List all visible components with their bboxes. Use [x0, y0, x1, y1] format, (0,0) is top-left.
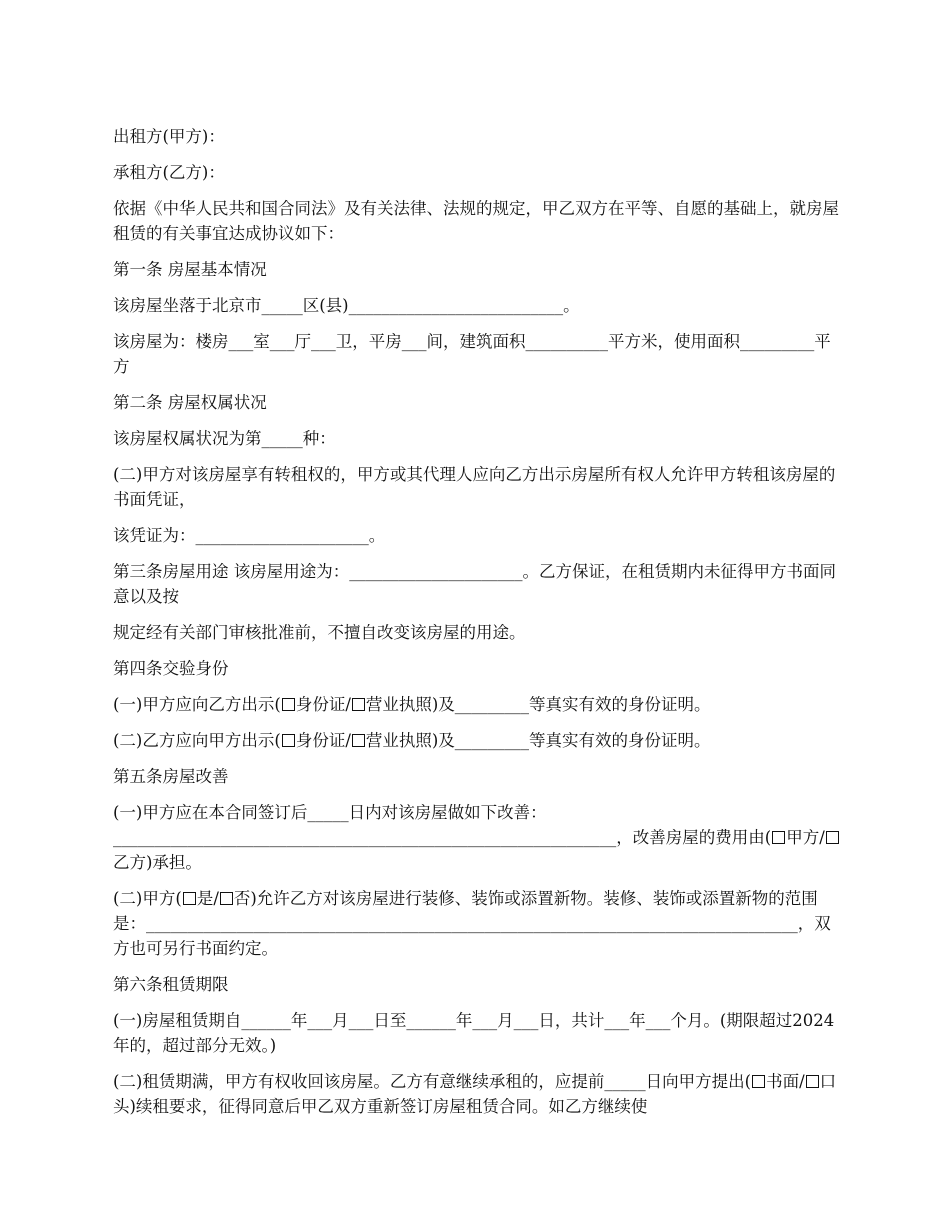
paragraph-usage-approval: 规定经有关部门审核批准前，不擅自改变该房屋的用途。	[113, 623, 526, 642]
checkbox-icon	[352, 698, 365, 711]
paragraph-certificate: 该凭证为：_____________________。	[113, 526, 386, 545]
heading-article-4: 第四条交验身份	[113, 659, 229, 678]
paragraph-improvement: (一)甲方应在本合同签订后_____日内对该房屋做如下改善：_____________________________________________________________，改善房屋的费用由( 甲方/乙方)承担。	[113, 800, 841, 875]
contract-body	[113, 124, 841, 1130]
heading-article-2: 第二条 房屋权属状况	[113, 393, 267, 412]
checkbox-icon	[752, 1075, 765, 1088]
paragraph-lease-term: (一)房屋租赁期自______年___月___日至______年___月___日，共计___年___个月。(期限超过2024年的，超过部分无效。)	[113, 1011, 835, 1055]
paragraph-lessee: 承租方(乙方)：	[113, 163, 225, 182]
heading-article-1: 第一条 房屋基本情况	[113, 260, 267, 279]
paragraph-layout-area: 该房屋为：楼房___室___厅___卫，平房___间，建筑面积__________平方米，使用面积_________平方	[113, 332, 831, 376]
paragraph-lessee-id: (二)乙方应向甲方出示( 身份证/ 营业执照)及_________等真实有效的身份证明。	[113, 731, 711, 750]
paragraph-renewal: (二)租赁期满，甲方有权收回该房屋。乙方有意继续承租的，应提前_____日向甲方提出( 书面/ 口头)续租要求，征得同意后甲乙双方重新签订房屋租赁合同。如乙方继续使	[113, 1072, 837, 1116]
checkbox-icon	[826, 831, 839, 844]
paragraph-decoration: (二)甲方( 是/ 否)允许乙方对该房屋进行装修、装饰或添置新物。装修、装饰或添置新物的范围是：_______________________________________________________________________________，双方也可另行书面约定。	[113, 889, 831, 958]
checkbox-icon	[282, 734, 295, 747]
paragraph-sublease-right: (二)甲方对该房屋享有转租权的，甲方或其代理人应向乙方出示房屋所有权人允许甲方转租该房屋的书面凭证，	[113, 465, 836, 509]
paragraph-lessor-id: (一)甲方应向乙方出示( 身份证/ 营业执照)及_________等真实有效的身份证明。	[113, 695, 711, 714]
paragraph-lessor: 出租方(甲方)：	[113, 127, 225, 146]
checkbox-icon	[282, 698, 295, 711]
checkbox-icon	[772, 831, 785, 844]
paragraph-ownership-type: 该房屋权属状况为第_____种：	[113, 429, 336, 448]
checkbox-icon	[806, 1075, 819, 1088]
heading-article-5: 第五条房屋改善	[113, 767, 229, 786]
checkbox-icon	[352, 734, 365, 747]
heading-article-6: 第六条租赁期限	[113, 975, 229, 994]
paragraph-preamble: 依据《中华人民共和国合同法》及有关法律、法规的规定，甲乙双方在平等、自愿的基础上，就房屋租赁的有关事宜达成协议如下：	[113, 199, 839, 243]
paragraph-location: 该房屋坐落于北京市_____区(县)__________________________。	[113, 296, 580, 315]
checkbox-icon	[183, 892, 196, 905]
paragraph-article-3-usage: 第三条房屋用途 该房屋用途为：_____________________。乙方保证，在租赁期内未征得甲方书面同意以及按	[113, 562, 836, 606]
checkbox-icon	[220, 892, 233, 905]
